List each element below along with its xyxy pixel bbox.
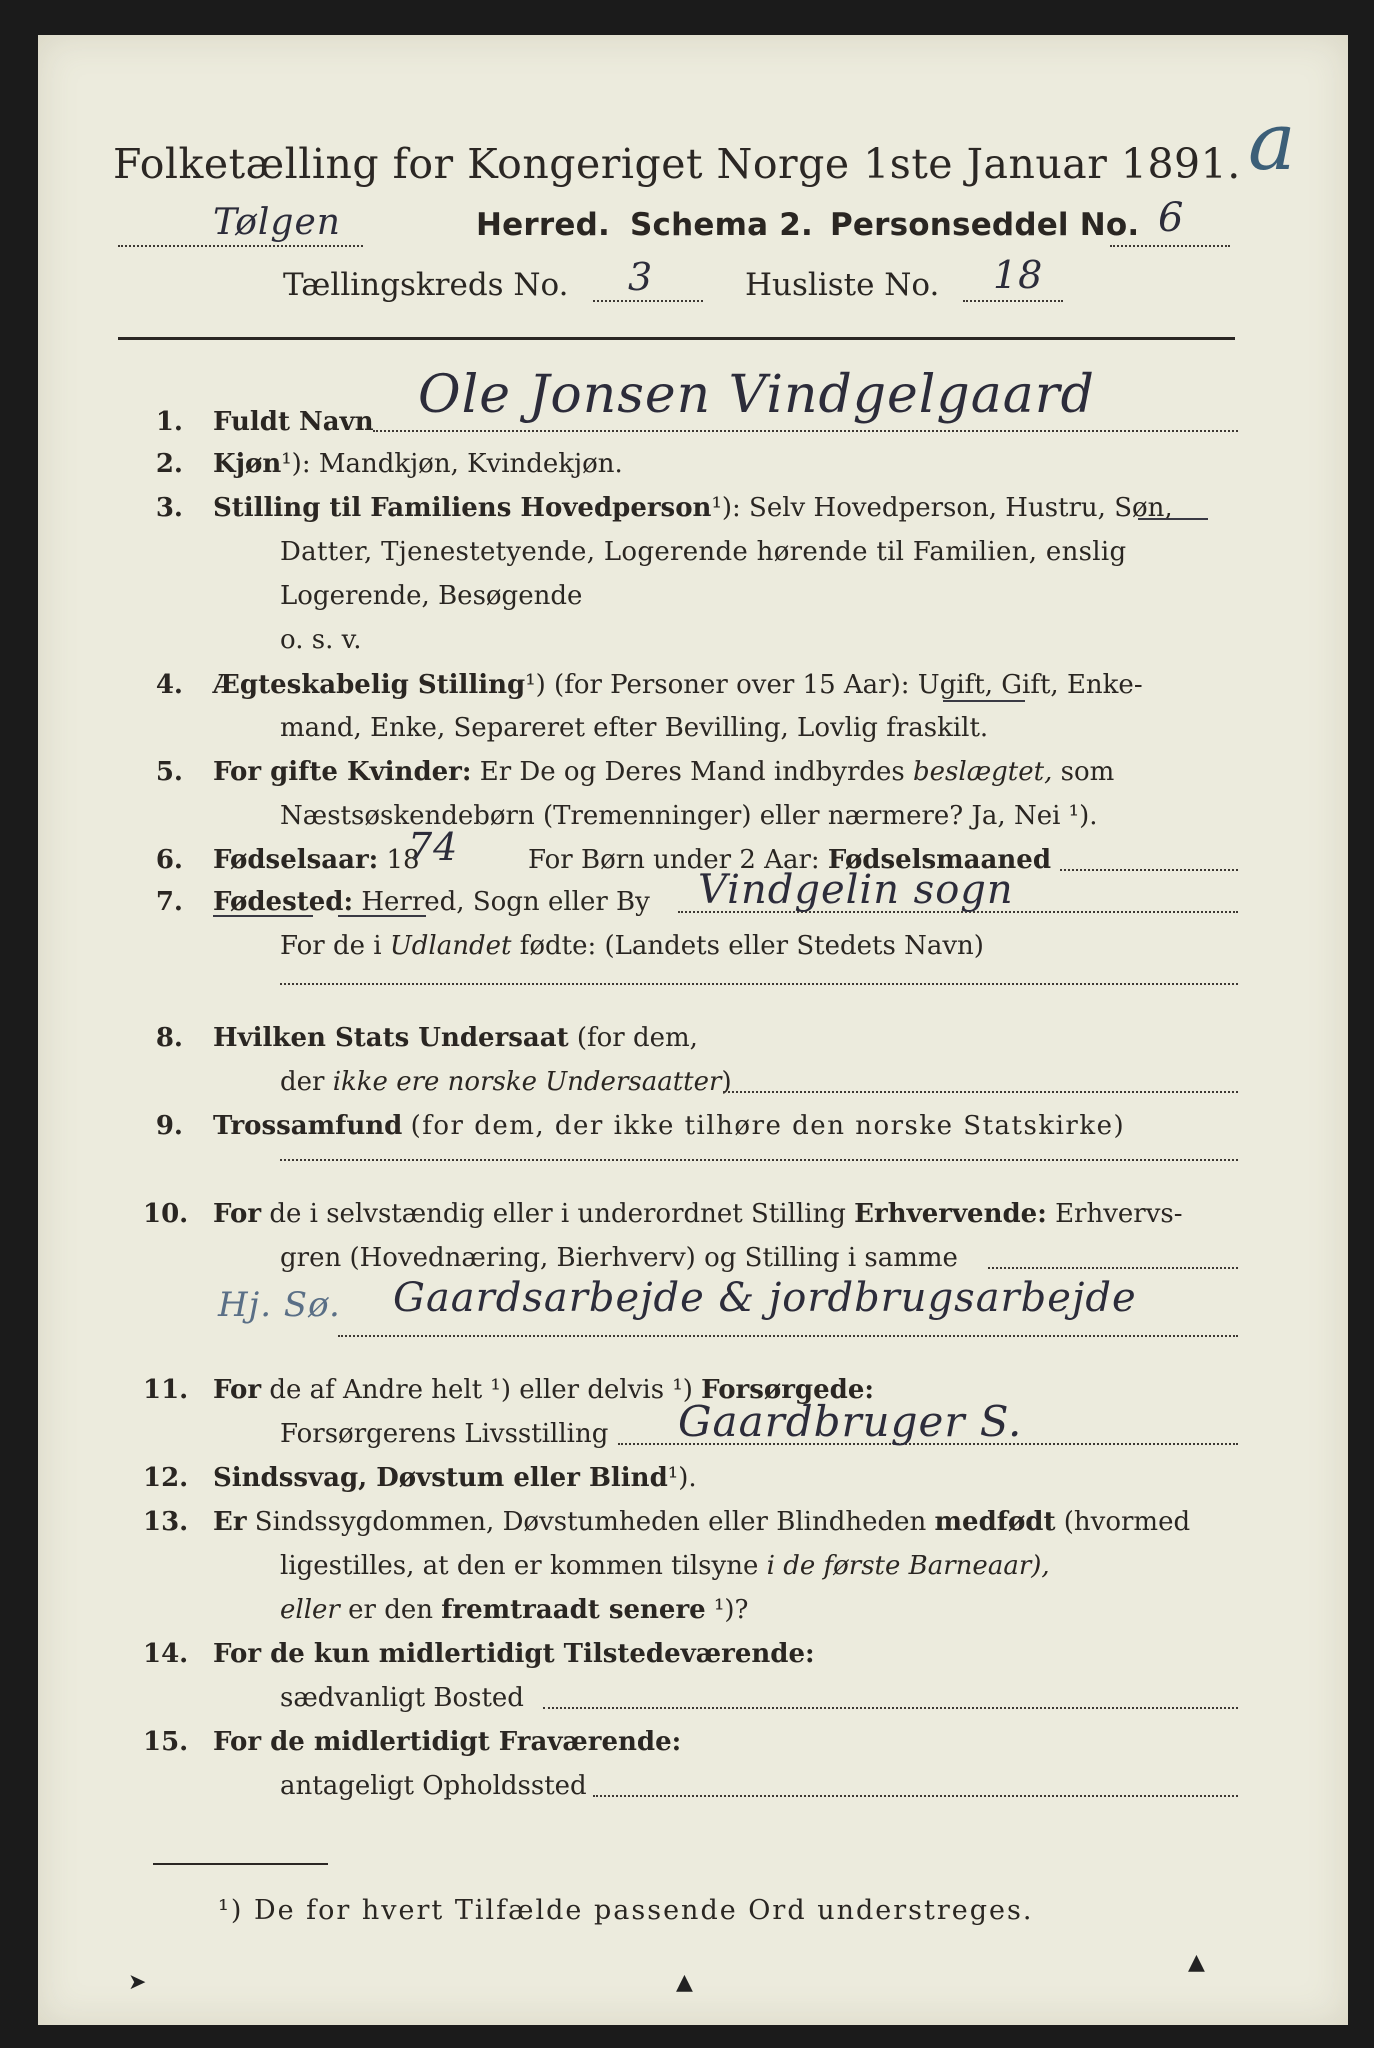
- birth-year-value: 74: [408, 825, 459, 869]
- item-10-dotline: [988, 1267, 1238, 1269]
- item-7-italic: Udlandet: [389, 931, 512, 961]
- item-12-number: 12.: [143, 1463, 189, 1493]
- schema-label: Schema 2.: [630, 207, 813, 243]
- husliste-dotline: [963, 300, 1063, 302]
- item-5-label: For gifte Kvinder:: [213, 757, 472, 787]
- item-7-text2b: fødte: (Landets eller Stedets Navn): [519, 931, 984, 961]
- item-13-line3: [280, 1595, 748, 1625]
- item-10-label2: Erhvervende:: [854, 1199, 1047, 1229]
- herred2-underline: [338, 915, 426, 917]
- bottom-right-mark: ▲: [1188, 1950, 1205, 1975]
- item-7-text: Herred, Sogn eller By: [361, 887, 650, 917]
- item-9-text: (for dem, der ikke tilhøre den norske Statskirke): [410, 1111, 1126, 1141]
- item-2-label: Kjøn: [213, 449, 282, 479]
- item-12-sup: ¹).: [667, 1463, 697, 1493]
- item-1-label: Fuldt Navn: [213, 407, 374, 437]
- husliste-label: Husliste No.: [745, 267, 940, 303]
- item-5-text2: Næstsøskendebørn (Tremenninger) eller nærmere? Ja, Nei ¹).: [280, 801, 1098, 831]
- husliste-value: 18: [993, 253, 1044, 297]
- margin-note: Hj. Sø.: [218, 1285, 341, 1325]
- item-7-text2a: For de i: [280, 931, 382, 961]
- item-7-number: 7.: [155, 887, 183, 917]
- item-8-dotline: [723, 1091, 1238, 1093]
- item-3-text1: Selv Hovedperson, Hustru, Søn,: [749, 493, 1173, 523]
- item-13-number: 13.: [143, 1507, 189, 1537]
- item-13-italic2: i de første Barneaar),: [766, 1551, 1050, 1581]
- footnote: ¹) De for hvert Tilfælde passende Ord understreges.: [218, 1895, 1034, 1926]
- item-2-number: 2.: [155, 449, 183, 479]
- item-8-text1: (for dem,: [576, 1023, 698, 1053]
- item-11-label2: Forsørgede:: [701, 1375, 874, 1405]
- item-1-dotline: [373, 430, 1238, 432]
- personseddel-dotline: [1110, 245, 1230, 247]
- item-9-number: 9.: [155, 1111, 183, 1141]
- item-4-line1: [213, 670, 1143, 700]
- item-14-number: 14.: [143, 1639, 189, 1669]
- kreds-dotline: [593, 300, 703, 302]
- item-8-italic: ikke ere norske Undersaatter: [332, 1067, 722, 1097]
- item-4-text2: mand, Enke, Separeret efter Bevilling, Lovlig fraskilt.: [280, 713, 989, 743]
- occupation-value: Gaardsarbejde & jordbrugsarbejde: [393, 1275, 1137, 1321]
- item-13-text1c: (hvormed: [1063, 1507, 1191, 1537]
- item-11-number: 11.: [143, 1375, 189, 1405]
- footnote-rule: [153, 1863, 328, 1865]
- item-4-label: Ægteskabelig Stilling: [213, 670, 526, 700]
- provider-occupation-value: Gaardbruger S.: [678, 1397, 1023, 1446]
- item-3-line1: [213, 493, 1173, 523]
- item-9-dotline: [280, 1159, 1238, 1161]
- item-11-text1: de af Andre helt ¹) eller delvis ¹): [269, 1375, 693, 1405]
- item-12-line: [213, 1463, 697, 1493]
- item-6-number: 6.: [155, 845, 183, 875]
- item-3-label: Stilling til Familiens Hovedperson: [213, 493, 712, 523]
- item-14-dotline: [543, 1707, 1238, 1709]
- item-7-line2: [280, 931, 984, 961]
- kreds-label: Tællingskreds No.: [283, 267, 569, 303]
- item-10-line1: [213, 1199, 1183, 1229]
- item-15-number: 15.: [143, 1727, 189, 1757]
- item-14-label: For de kun midlertidigt Tilstedeværende:: [213, 1639, 815, 1669]
- item-15-label: For de midlertidigt Fraværende:: [213, 1727, 682, 1757]
- herred-value: Tølgen: [213, 202, 341, 243]
- item-9-line: [213, 1111, 1125, 1141]
- item-6-label: Fødselsaar:: [213, 845, 379, 875]
- bottom-left-mark: ➤: [128, 1970, 147, 1995]
- item-5-number: 5.: [155, 757, 183, 787]
- item-10-text1c: Erhvervs-: [1055, 1199, 1183, 1229]
- bottom-center-mark: ▲: [676, 1970, 693, 1995]
- item-2-sup: ¹):: [281, 449, 311, 479]
- ugift-underline: [943, 700, 1025, 702]
- item-5-italic: beslægtet,: [913, 757, 1053, 787]
- item-3-sup: ¹):: [711, 493, 741, 523]
- item-8-text2a: der: [280, 1067, 325, 1097]
- item-15-text2: antageligt Opholdssted: [280, 1771, 587, 1801]
- item-2-text: Mandkjøn, Kvindekjøn.: [318, 449, 623, 479]
- item-4-text1: (for Personer over 15 Aar):: [554, 670, 910, 700]
- item-11-label: For: [213, 1375, 262, 1405]
- item-13-line2: [280, 1551, 1050, 1581]
- full-name-value: Ole Jonsen Vindgelgaard: [418, 365, 1095, 425]
- item-13-line1: [213, 1507, 1190, 1537]
- item-3-text4: o. s. v.: [280, 625, 362, 655]
- birthplace-value: Vindgelin sogn: [698, 867, 1014, 913]
- item-8-line2: der ikke ere norske Undersaatter): [280, 1067, 732, 1097]
- item-11-text2: Forsørgerens Livsstilling: [280, 1419, 609, 1449]
- item-7-line1: [213, 887, 650, 917]
- form-title: Folketælling for Kongeriget Norge 1ste Januar 1891.: [113, 140, 1241, 188]
- item-5-line1: [213, 757, 1114, 787]
- item-13-text2: ligestilles, at den er kommen tilsyne: [280, 1551, 759, 1581]
- item-3-text2: Datter, Tjenestetyende, Logerende hørende til Familien, enslig: [280, 537, 1127, 567]
- item-6-label2: Fødselsmaaned: [827, 845, 1052, 875]
- census-form: [38, 35, 1348, 2025]
- item-4-text1c: Gift, Enke-: [1001, 670, 1143, 700]
- kreds-value: 3: [628, 255, 654, 299]
- item-6-text2: For Børn under 2 Aar:: [528, 845, 820, 875]
- item-8-number: 8.: [155, 1023, 183, 1053]
- item-10-label: For: [213, 1199, 262, 1229]
- item-5-text1: Er De og Deres Mand indbyrdes: [479, 757, 905, 787]
- item-14-text2: sædvanligt Bosted: [280, 1683, 524, 1713]
- item-3-text3: Logerende, Besøgende: [280, 581, 583, 611]
- item-13-text3: er den: [348, 1595, 433, 1625]
- item-4-number: 4.: [155, 670, 183, 700]
- item-10-text2: gren (Hovednæring, Bierhverv) og Stilling i samme: [280, 1243, 958, 1273]
- personseddel-value: 6: [1158, 195, 1185, 241]
- item-10-number: 10.: [143, 1199, 189, 1229]
- herred-underline: [213, 915, 313, 917]
- item-3-number: 3.: [155, 493, 183, 523]
- item-13-label: Er: [213, 1507, 247, 1537]
- item-12-label: Sindssvag, Døvstum eller Blind: [213, 1463, 668, 1493]
- item-6-text: 18: [386, 845, 420, 875]
- item-13-text1: Sindssygdommen, Døvstumheden eller Blindheden: [254, 1507, 927, 1537]
- item-13-label3: fremtraadt senere: [441, 1595, 706, 1625]
- header-rule: [118, 337, 1235, 340]
- item-7-dotline2: [280, 983, 1238, 985]
- item-9-label: Trossamfund: [213, 1111, 403, 1141]
- item-15-dotline: [593, 1795, 1238, 1797]
- herred-label: Herred.: [476, 207, 610, 243]
- item-4-sup: ¹): [525, 670, 546, 700]
- item-1-number: 1.: [155, 407, 183, 437]
- item-10-text1: de i selvstændig eller i underordnet Stilling: [269, 1199, 846, 1229]
- personseddel-label: Personseddel No.: [830, 207, 1140, 243]
- son-underline: [1138, 518, 1208, 520]
- item-10-dotline2: [338, 1335, 1238, 1337]
- item-13-label2: medfødt: [934, 1507, 1056, 1537]
- item-7-label: Fødested:: [213, 887, 354, 917]
- herred-dotline: [118, 245, 363, 247]
- item-8-line1: [213, 1023, 698, 1053]
- item-6-dotline: [1060, 869, 1238, 871]
- corner-mark: a: [1248, 95, 1297, 188]
- item-8-label: Hvilken Stats Undersaat: [213, 1023, 569, 1053]
- item-5-text1c: som: [1060, 757, 1115, 787]
- item-4-ugift: Ugift,: [917, 670, 993, 700]
- item-6-line: [213, 845, 420, 875]
- item-2-line: [213, 449, 623, 479]
- item-13-italic3: eller: [280, 1595, 340, 1625]
- item-13-text3c: ¹)?: [713, 1595, 749, 1625]
